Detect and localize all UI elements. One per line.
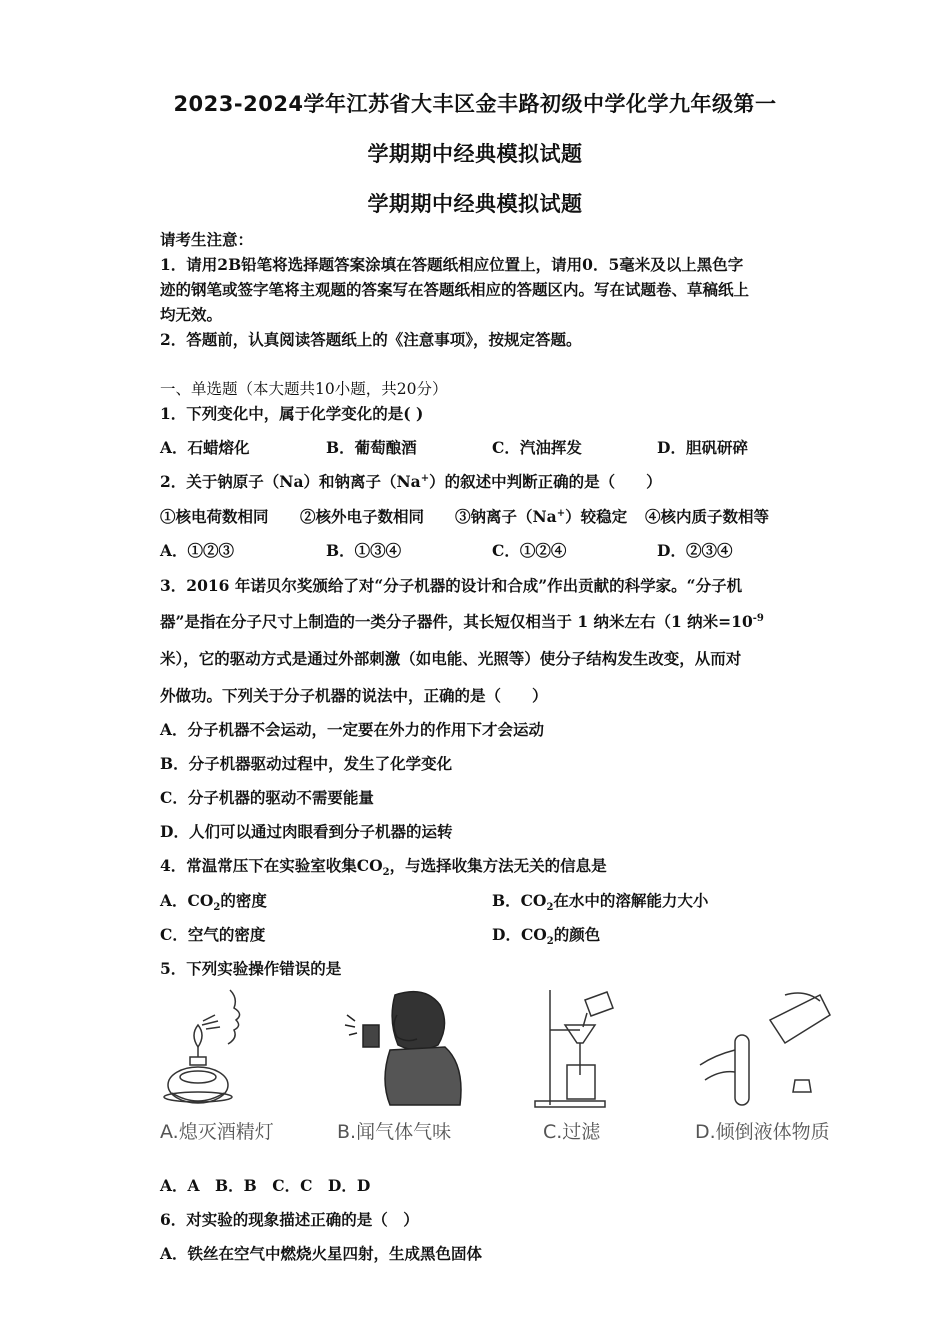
q5-caption-d: D.倾倒液体物质 xyxy=(695,1121,830,1143)
q2-statement-3: ③钠离子（Na+）较稳定 xyxy=(455,507,628,526)
q2-option-c: C．①②④ xyxy=(492,541,567,560)
q3-stem-line4: 外做功。下列关于分子机器的说法中，正确的是（ ） xyxy=(160,686,548,705)
q2-option-d: D．②③④ xyxy=(657,541,733,560)
q2-option-b: B．①③④ xyxy=(326,541,402,560)
q3-stem-line1: 3．2016 年诺贝尔奖颁给了对“分子机器的设计和合成”作出贡献的科学家。“分子机 xyxy=(160,576,743,595)
q1-stem: 1．下列变化中，属于化学变化的是( ) xyxy=(160,404,424,423)
q6-stem: 6．对实验的现象描述正确的是（ ） xyxy=(160,1210,419,1229)
q1-option-a: A．石蜡熔化 xyxy=(160,438,250,457)
notice-heading: 请考生注意： xyxy=(160,230,254,249)
doc-title-line1: 2023-2024学年江苏省大丰区金丰路初级中学化学九年级第一 xyxy=(173,92,777,116)
q5-caption-a: A.熄灭酒精灯 xyxy=(160,1121,274,1143)
q3-option-a: A．分子机器不会运动，一定要在外力的作用下才会运动 xyxy=(160,720,545,739)
q2-statement-4: ④核内质子数相等 xyxy=(645,507,770,526)
q6-option-a: A．铁丝在空气中燃烧火星四射，生成黑色固体 xyxy=(160,1244,483,1263)
section-heading: 一、单选题（本大题共10小题，共20分） xyxy=(160,380,448,398)
q5-stem: 5．下列实验操作错误的是 xyxy=(160,959,342,978)
q3-stem-line2: 器”是指在分子尺寸上制造的一类分子器件，其长短仅相当于 1 纳米左右（1 纳米$=10^{-9}$ xyxy=(160,612,764,631)
q2-statement-1: ①核电荷数相同 xyxy=(160,507,269,526)
q3-option-c: C．分子机器的驱动不需要能量 xyxy=(160,788,374,807)
notice-item1-line2: 迹的钢笔或签字笔将主观题的答案写在答题纸相应的答题区内。写在试题卷、草稿纸上 xyxy=(160,280,750,299)
q2-statement-2: ②核外电子数相同 xyxy=(300,507,425,526)
q4-stem: 4．常温常压下在实验室收集$CO_2$，与选择收集方法无关的信息是 xyxy=(160,856,607,879)
q1-option-d: D．胆矾研碎 xyxy=(657,438,748,457)
notice-item1-line1: 1．请用2B铅笔将选择题答案涂填在答题纸相应位置上，请用0．5毫米及以上黑色字 xyxy=(160,255,744,274)
q5-caption-c: C.过滤 xyxy=(543,1121,601,1143)
q5-options: A．A B．B C．C D．D xyxy=(160,1176,371,1195)
q4-option-a: A．$CO_2$的密度 xyxy=(160,891,267,914)
notice-item2: 2．答题前，认真阅读答题纸上的《注意事项》，按规定答题。 xyxy=(160,330,582,349)
q4-option-c: C．空气的密度 xyxy=(160,925,266,944)
q3-stem-line3: 米），它的驱动方式是通过外部刺激（如电能、光照等）使分子结构发生改变，从而对 xyxy=(160,649,742,668)
doc-title-line2: 学期期中经典模拟试题 xyxy=(367,142,583,166)
q1-option-c: C．汽油挥发 xyxy=(492,438,582,457)
q3-option-d: D．人们可以通过肉眼看到分子机器的运转 xyxy=(160,822,453,841)
figure-pour-liquid xyxy=(695,985,840,1110)
q3-option-b: B．分子机器驱动过程中，发生了化学变化 xyxy=(160,754,453,773)
figure-filtration xyxy=(525,985,625,1110)
q4-option-d: D．$CO_2$的颜色 xyxy=(492,925,601,948)
figure-alcohol-lamp xyxy=(160,985,285,1110)
q2-stem: 2．关于钠原子（Na）和钠离子（Na+）的叙述中判断正确的是（ ） xyxy=(160,472,662,491)
q5-caption-b: B.闻气体气味 xyxy=(337,1121,452,1143)
notice-item1-line3: 均无效。 xyxy=(160,305,223,324)
q2-option-a: A．①②③ xyxy=(160,541,235,560)
figure-smell-gas xyxy=(335,985,465,1110)
doc-title-line3: 学期期中经典模拟试题 xyxy=(367,192,583,216)
q4-option-b: B．$CO_2$在水中的溶解能力大小 xyxy=(492,891,709,914)
q1-option-b: B．葡萄酿酒 xyxy=(326,438,417,457)
